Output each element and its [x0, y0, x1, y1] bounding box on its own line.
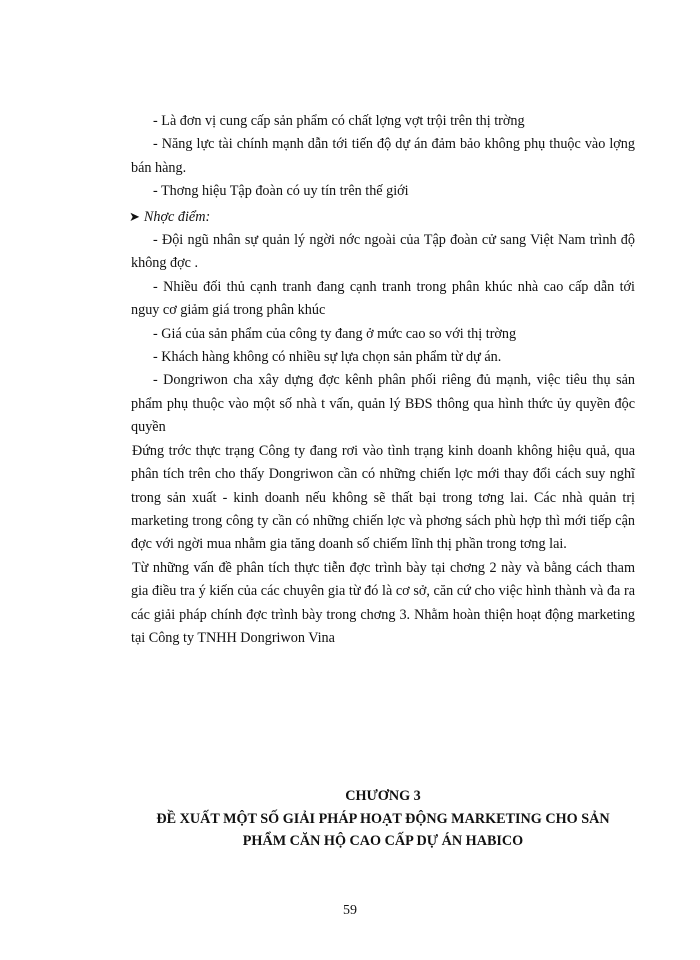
page-number: 59: [343, 903, 357, 918]
conclusion-paragraph: Từ những vấn đề phân tích thực tiễn đợc trình bày tại chơng 2 này và bằng cách tham gia điều tra ý kiến của các chuyên gia từ đó là cơ sở, căn cứ cho việc hình thành và đa ra các giải pháp chính đợc trình bày trong chơng 3. Nhằm hoàn thiện hoạt động marketing tại Công ty TNHH Dongriwon Vina: [131, 559, 635, 646]
chapter-heading: [131, 785, 635, 853]
chapter-title-line: PHẨM CĂN HỘ CAO CẤP DỰ ÁN HABICO: [242, 833, 524, 850]
strength-item: - Năng lực tài chính mạnh dẫn tới tiến độ dự án đảm bảo không phụ thuộc vào lợng bán hàng.: [131, 136, 635, 176]
arrow-bullet-icon: ➤: [129, 208, 140, 224]
weakness-item: - Giá của sản phẩm của công ty đang ở mức cao so với thị trờng: [153, 325, 517, 342]
weakness-item: - Nhiều đối thủ cạnh tranh đang cạnh tranh trong phân khúc nhà cao cấp dẫn tới nguy cơ giảm giá trong phân khúc: [131, 278, 635, 319]
body-text: [131, 110, 635, 650]
conclusion-paragraph: Đứng trớc thực trạng Công ty đang rơi vào tình trạng kinh doanh không hiệu quả, qua phân tích trên cho thấy Dongriwon cần có những chiến lợc mới thay đổi cách suy nghĩ trong sản xuất - kinh doanh nếu không sẽ thất bại trong tơng lai. Các nhà quản trị marketing trong công ty cần có những chiến lợc và phơng sách phù hợp thì mới tiếp cận đợc với ngời mua nhằm gia tăng doanh số chiếm lĩnh thị phần trong tơng lai.: [131, 442, 635, 553]
chapter-number: CHƯƠNG 3: [345, 788, 421, 804]
strength-item: - Thơng hiệu Tập đoàn có uy tín trên thế giới: [153, 183, 409, 200]
weakness-item: - Dongriwon cha xây dựng đợc kênh phân phối riêng đủ mạnh, việc tiêu thụ sản phẩm phụ thuộc vào một số nhà t vấn, quản lý BĐS thông qua hình thức ủy quyền độc quyền: [131, 372, 635, 436]
weakness-item: - Khách hàng không có nhiều sự lựa chọn sản phẩm từ dự án.: [153, 349, 502, 366]
weakness-heading: ➤ Nhợc điểm:: [129, 205, 635, 229]
strength-item: - Là đơn vị cung cấp sản phẩm có chất lợng vợt trội trên thị trờng: [153, 113, 525, 129]
chapter-title-line: ĐỀ XUẤT MỘT SỐ GIẢI PHÁP HOẠT ĐỘNG MARKETING CHO SẢN: [156, 810, 610, 827]
weakness-item: - Đội ngũ nhân sự quản lý ngời nớc ngoài của Tập đoàn cử sang Việt Nam trình độ không đợc .: [131, 232, 635, 272]
